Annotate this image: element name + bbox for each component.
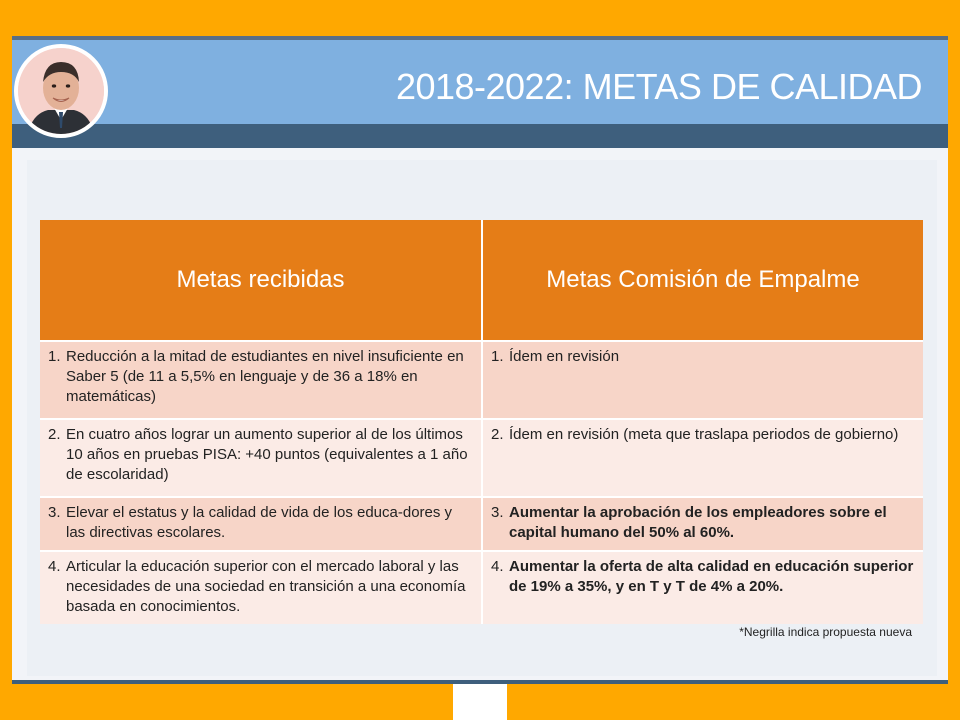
bottom-block — [453, 684, 507, 720]
table-row — [40, 550, 923, 624]
avatar — [14, 44, 108, 138]
page-title: 2018-2022: METAS DE CALIDAD — [395, 66, 922, 107]
goals-table — [40, 220, 923, 624]
person-portrait-icon — [18, 48, 104, 134]
header-banner — [12, 36, 948, 124]
item-text: Articular la educación superior con el mercado laboral y las necesidades de una sociedad en transición a una economía basada en conocimientos. — [66, 558, 466, 615]
table-cell — [483, 340, 923, 418]
item-text: Elevar el estatus y la calidad de vida de los educa-dores y las directivas escolares. — [66, 504, 453, 541]
item-number: 4. — [48, 558, 61, 575]
item-text: Reducción a la mitad de estudiantes en nivel insuficiente en Saber 5 (de 11 a 5,5% en lenguaje y de 36 a 18% en matemáticas) — [66, 348, 464, 405]
item-text: Ídem en revisión — [509, 348, 620, 365]
table-row — [40, 340, 923, 418]
item-number: 1. — [491, 348, 504, 365]
item-number: 4. — [491, 558, 504, 575]
item-number: 3. — [491, 504, 504, 521]
item-number: 3. — [48, 504, 61, 521]
table-row — [40, 418, 923, 496]
column-header-received: Metas recibidas — [40, 220, 483, 340]
item-number: 2. — [491, 426, 504, 443]
table-cell — [40, 340, 483, 418]
table-cell — [483, 418, 923, 496]
column-header-commission: Metas Comisión de Empalme — [483, 220, 923, 340]
item-number: 2. — [48, 426, 61, 443]
item-text-new: Aumentar la aprobación de los empleadores sobre el capital humano del 50% al 60%. — [509, 504, 887, 541]
item-text: En cuatro años lograr un aumento superior al de los últimos 10 años en pruebas PISA: +40 puntos (equivalentes a 1 año de escolaridad) — [66, 426, 468, 483]
item-text: Ídem en revisión (meta que traslapa periodos de gobierno) — [509, 426, 899, 443]
table-cell — [40, 550, 483, 624]
table-cell — [40, 496, 483, 550]
table-cell — [40, 418, 483, 496]
item-number: 1. — [48, 348, 61, 365]
footnote: *Negrilla indica propuesta nueva — [739, 625, 912, 639]
table-cell — [483, 496, 923, 550]
header-stripe — [12, 124, 948, 148]
table-cell — [483, 550, 923, 624]
item-text-new: Aumentar la oferta de alta calidad en educación superior de 19% a 35%, y en T y T de 4% a 20%. — [509, 558, 914, 595]
table-row — [40, 496, 923, 550]
